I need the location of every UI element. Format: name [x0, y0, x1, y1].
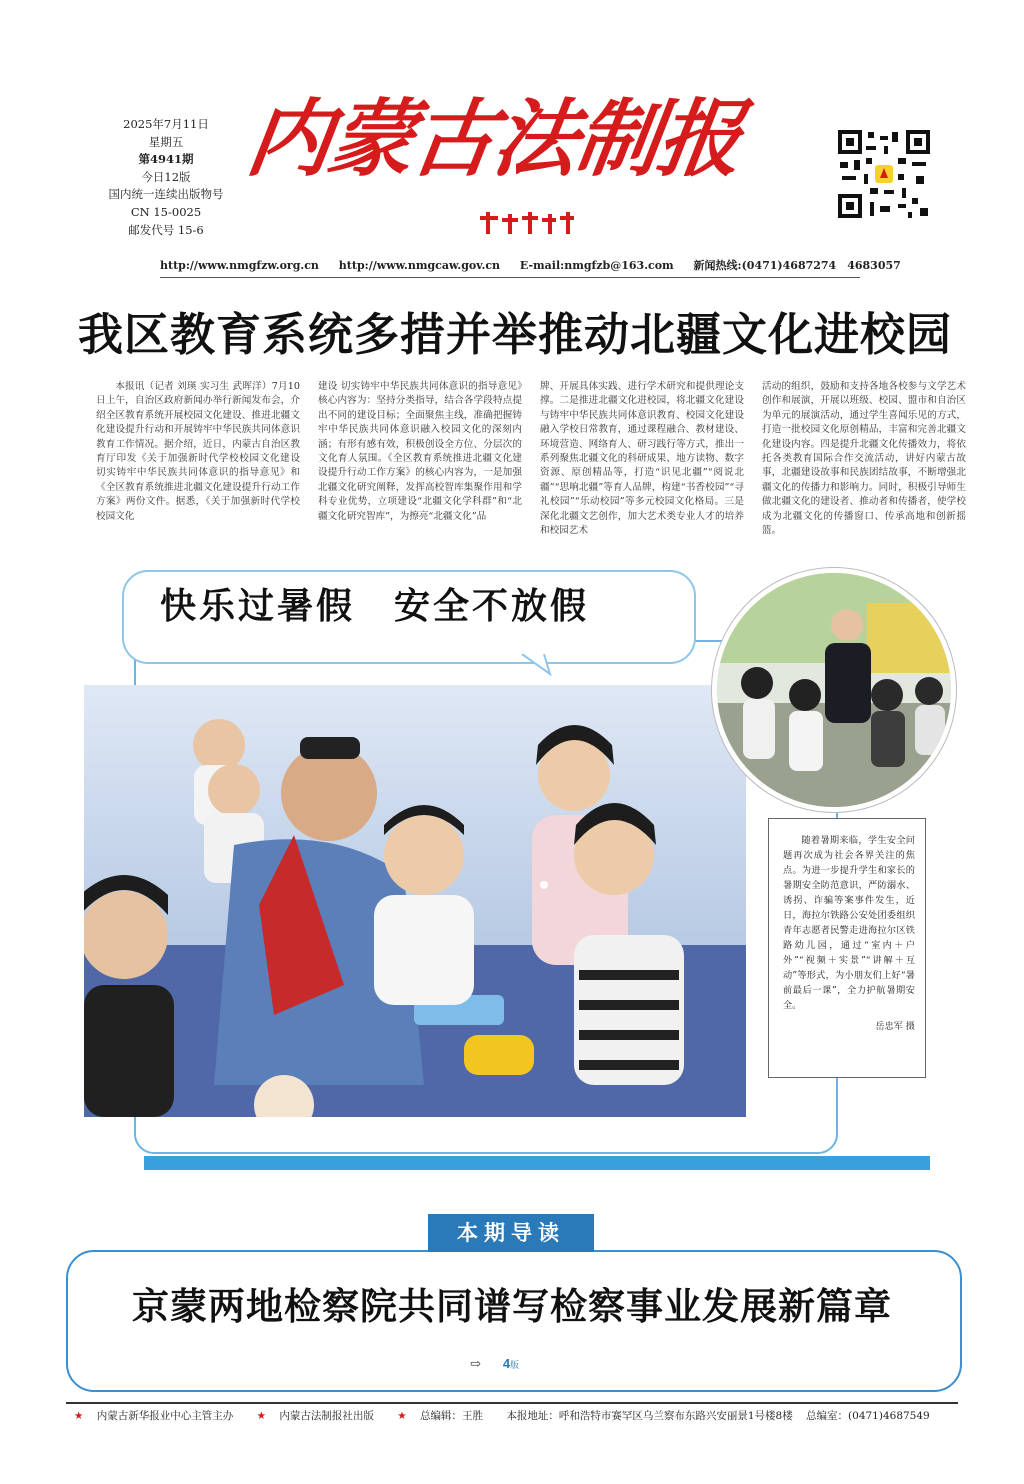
- blue-accent-bar: [144, 1156, 930, 1170]
- article-column-2: 建设 切实铸牢中华民族共同体意识的指导意见》核心内容为：坚持分类指导，结合各学段特点提出不同的建设目标；全面聚焦主线，准确把握铸牢中华民族共同体意识融入校园文化的深刻内涵；有形有感有效，积极创设全方位、分层次的文化育人氛围。《全区教育系统推进北疆文化建设提升行动工作方案》的核心内容为，一是加强北疆文化研究阐释，发挥高校智库集聚作用和学科专业优势，立项建设“北疆文化学科群”和“北疆文化研究智库”，为擦亮“北疆文化”品: [318, 381, 522, 522]
- footer-editor: 总编辑：王胜: [419, 1410, 483, 1422]
- article-column-3: 牌、开展具体实践、进行学术研究和提供理论支撑。二是推进北疆文化进校园，将北疆文化建设与铸牢中华民族共同体意识教育、校园文化建设融入学校日常教育，通过课程融合、教材建设、环境营造、网络育人、研习践行等方式，推出一系列聚焦北疆文化的科研成果、地方读物、数字资源、原创精品等，打造“识见北疆”“阅说北疆”“思响北疆”等育人品牌，构建“书香校园”“寻礼校园”“乐动校园”等多元校园文化格局。三是深化北疆文艺创作，加大艺术类专业人才的培养和校园艺术: [540, 381, 744, 537]
- issue-weekday: 星期五: [148, 134, 184, 149]
- guide-page-ref[interactable]: [470, 1356, 590, 1372]
- article-column-1: 本报讯（记者 刘瑛 实习生 武晖洋）7月10日上午，自治区政府新闻办举行新闻发布会，介绍全区教育系统开展校园文化建设、推进北疆文化建设提升行动和开展铸牢中华民族共同体意识教育工作情况。据介绍，近日，内蒙古自治区教育厅印发《关于加强新时代学校校园文化建设 切实铸牢中华民族共同体意识的指导意见》和《全区教育系统推进北疆文化建设提升行动工作方案》两份文件。据悉，《关于加强新时代学校校园文化: [96, 381, 300, 522]
- footer-phone: 总编室：(0471)4687549: [806, 1410, 930, 1422]
- star-icon: ★: [74, 1410, 84, 1422]
- contact-links: [160, 257, 901, 273]
- guide-headline[interactable]: 京蒙两地检察院共同谱写检察事业发展新篇章: [132, 1284, 892, 1328]
- website-link-2[interactable]: http://www.nmgcaw.gov.cn: [338, 259, 501, 272]
- footer: [74, 1408, 974, 1423]
- speech-bubble-tail: [520, 654, 560, 676]
- arrow-right-icon: ⇨: [470, 1357, 481, 1372]
- footer-publisher: 内蒙古法制报社出版: [279, 1410, 374, 1422]
- issue-registration: 国内统一连续出版物号: [108, 187, 224, 202]
- issue-info: [96, 116, 236, 239]
- issue-number: 第4941期: [138, 152, 194, 167]
- star-icon: ★: [256, 1410, 267, 1422]
- inset-photo: [712, 568, 956, 812]
- guide-tab: 本期导读: [428, 1214, 594, 1252]
- mongolian-script-logo: [478, 210, 578, 238]
- email-link[interactable]: E-mail:nmgfzb@163.com: [519, 259, 674, 272]
- paper-logo: [241, 84, 818, 194]
- article-column-4: 活动的组织，鼓励和支持各地各校参与文学艺术创作和展演，开展以班级、校园、盟市和自治区为单元的展演活动，通过学生喜闻乐见的方式，打造一批校园文化原创精品，丰富和完善北疆文化建设内容。四是提升北疆文化传播效力，将依托各类教育国际合作交流活动，讲好内蒙古故事，北疆建设故事和民族团结故事，不断增强北疆文化的传播力和影响力。同时，积极引导师生做北疆文化的建设者、推动者和传播者，使学校成为北疆文化的传播窗口、传承高地和创新摇篮。: [762, 381, 966, 537]
- footer-address: 本报地址：呼和浩特市赛罕区乌兰察布东路兴安丽景1号楼8楼: [506, 1410, 793, 1422]
- article-body: [96, 380, 966, 540]
- issue-pages: 今日12版: [141, 169, 191, 184]
- issue-date: 2025年7月11日: [123, 117, 209, 131]
- photo-credit: 岳忠军 摄: [875, 1021, 915, 1032]
- paper-title: 内蒙古法制报: [241, 89, 748, 188]
- main-headline: 我区教育系统多措并举推动北疆文化进校园: [77, 308, 952, 361]
- star-icon: ★: [397, 1410, 407, 1422]
- footer-sponsor: 内蒙古新华报业中心主管主办: [96, 1410, 234, 1422]
- issue-postal: 邮发代号 15-6: [128, 222, 204, 237]
- qr-code-icon: [836, 128, 932, 220]
- issue-cn: CN 15-0025: [130, 204, 202, 219]
- photo-caption: 随着暑期来临，学生安全问题再次成为社会各界关注的焦点。为进一步提升学生和家长的暑期安全防范意识，严防溺水、诱拐、诈骗等案事件发生，近日，海拉尔铁路公安处团委组织青年志愿者民警走进海拉尔区铁路幼儿园，通过“室内＋户外”“视频＋实景”“讲解＋互动”等形式，为小朋友们上好“暑前最后一课”，全力护航暑期安全。: [783, 835, 915, 1011]
- guide-page-number: 4: [502, 1356, 511, 1371]
- website-link-1[interactable]: http://www.nmgfzw.org.cn: [160, 259, 319, 272]
- masthead-divider: [160, 277, 860, 278]
- footer-divider: [66, 1402, 958, 1404]
- photo-caption-box: [768, 818, 926, 1078]
- main-photo: [84, 685, 746, 1117]
- photo-feature-title: 快乐过暑假 安全不放假: [160, 585, 590, 627]
- news-hotline: 新闻热线:(0471)4687274 4683057: [693, 259, 901, 272]
- guide-page-suffix: 版: [510, 1361, 520, 1371]
